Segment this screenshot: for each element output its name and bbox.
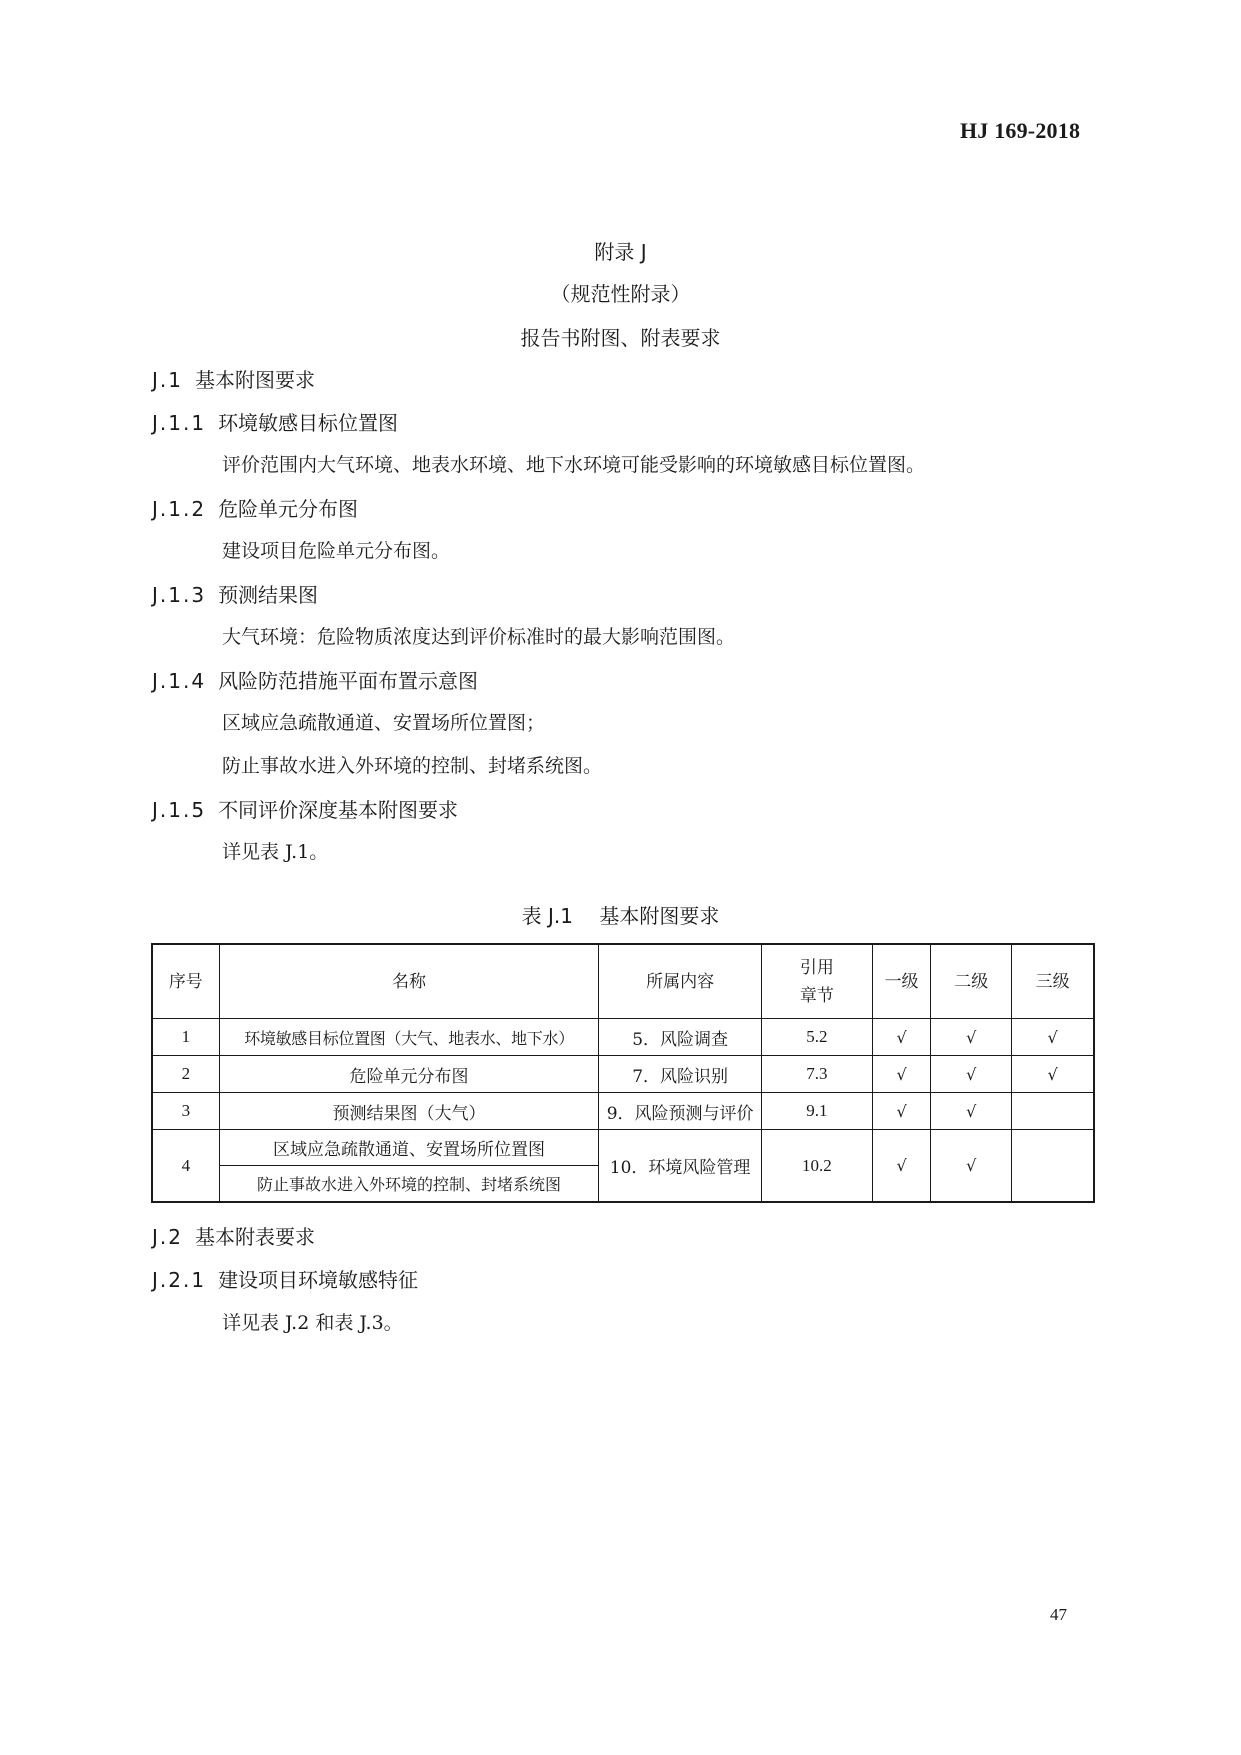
section-title: 预测结果图	[218, 583, 319, 607]
paragraph-j1-2: 建设项目危险单元分布图。	[222, 540, 451, 562]
cell-level1: √	[873, 1093, 931, 1130]
header-ref-line1: 引用	[799, 957, 834, 978]
page-number: 47	[1050, 1605, 1067, 1624]
header-ref	[761, 944, 872, 1019]
table-row	[152, 1093, 1094, 1130]
header-name: 名称	[219, 944, 599, 1019]
table-row	[152, 1056, 1094, 1093]
cell-seq: 3	[152, 1093, 219, 1130]
section-heading-j1-3	[152, 579, 318, 608]
section-title: 危险单元分布图	[218, 497, 359, 521]
cell-name: 防止事故水进入外环境的控制、封堵系统图	[219, 1166, 599, 1203]
paragraph-j1-1: 评价范围内大气环境、地表水环境、地下水环境可能受影响的环境敏感目标位置图。	[222, 454, 926, 476]
cell-seq: 1	[152, 1019, 219, 1056]
table-caption: 表 J.1 基本附图要求	[521, 904, 720, 928]
cell-level2: √	[931, 1130, 1012, 1203]
section-title: 风险防范措施平面布置示意图	[218, 669, 479, 693]
section-heading-j2	[152, 1221, 315, 1250]
cell-content: 10．环境风险管理	[599, 1130, 761, 1203]
appendix-label: 附录 J	[594, 240, 647, 264]
cell-name: 危险单元分布图	[219, 1056, 599, 1093]
section-number: J.2.1	[152, 1268, 207, 1292]
section-title: 建设项目环境敏感特征	[218, 1268, 419, 1292]
section-heading-j2-1	[152, 1264, 418, 1293]
section-title: 不同评价深度基本附图要求	[218, 798, 459, 822]
header-level3: 三级	[1012, 944, 1094, 1019]
cell-name: 预测结果图（大气）	[219, 1093, 599, 1130]
cell-ref: 5.2	[761, 1019, 872, 1056]
header-level2: 二级	[931, 944, 1012, 1019]
cell-level2: √	[931, 1019, 1012, 1056]
paragraph-j2-1: 详见表 J.2 和表 J.3。	[222, 1312, 403, 1334]
section-number: J.1.4	[152, 669, 207, 693]
appendix-type: （规范性附录）	[550, 282, 691, 306]
section-title: 基本附表要求	[194, 1225, 315, 1249]
cell-name: 环境敏感目标位置图（大气、地表水、地下水）	[219, 1019, 599, 1056]
cell-level3: √	[1012, 1019, 1094, 1056]
section-number: J.1.1	[152, 411, 207, 435]
header-ref-line2: 章节	[799, 985, 834, 1006]
paragraph-j1-4-b: 防止事故水进入外环境的控制、封堵系统图。	[222, 755, 603, 777]
section-title: 环境敏感目标位置图	[218, 411, 399, 435]
section-number: J.1.3	[152, 583, 207, 607]
cell-content: 5．风险调查	[599, 1019, 761, 1056]
section-number: J.1.2	[152, 497, 207, 521]
cell-level2: √	[931, 1093, 1012, 1130]
basic-figures-table	[151, 943, 1095, 1203]
cell-content: 9．风险预测与评价	[599, 1093, 761, 1130]
section-number: J.1	[152, 368, 183, 392]
cell-level1: √	[873, 1019, 931, 1056]
section-heading-j1-1	[152, 407, 398, 436]
appendix-title: 报告书附图、附表要求	[520, 326, 721, 350]
header-level1: 一级	[873, 944, 931, 1019]
section-number: J.1.5	[152, 798, 207, 822]
paragraph-j1-3: 大气环境：危险物质浓度达到评价标准时的最大影响范围图。	[222, 626, 736, 648]
header-seq: 序号	[152, 944, 219, 1019]
section-heading-j1	[152, 364, 315, 393]
cell-level2: √	[931, 1056, 1012, 1093]
cell-ref: 10.2	[761, 1130, 872, 1203]
cell-level3: √	[1012, 1056, 1094, 1093]
cell-content: 7．风险识别	[599, 1056, 761, 1093]
paragraph-j1-4-a: 区域应急疏散通道、安置场所位置图；	[222, 712, 546, 734]
header-content: 所属内容	[599, 944, 761, 1019]
standard-code: HJ 169-2018	[960, 118, 1081, 143]
section-number: J.2	[152, 1225, 183, 1249]
cell-ref: 9.1	[761, 1093, 872, 1130]
cell-seq: 2	[152, 1056, 219, 1093]
paragraph-j1-5: 详见表 J.1。	[222, 841, 329, 863]
section-heading-j1-4	[152, 665, 478, 694]
cell-name: 区域应急疏散通道、安置场所位置图	[219, 1130, 599, 1166]
table-header-row	[152, 944, 1094, 1019]
table-row	[152, 1130, 1094, 1166]
cell-ref: 7.3	[761, 1056, 872, 1093]
table-row	[152, 1019, 1094, 1056]
cell-level3	[1012, 1130, 1094, 1203]
cell-seq: 4	[152, 1130, 219, 1203]
section-heading-j1-2	[152, 493, 358, 522]
cell-level1: √	[873, 1056, 931, 1093]
cell-level3	[1012, 1093, 1094, 1130]
section-heading-j1-5	[152, 794, 458, 823]
cell-level1: √	[873, 1130, 931, 1203]
section-title: 基本附图要求	[194, 368, 315, 392]
